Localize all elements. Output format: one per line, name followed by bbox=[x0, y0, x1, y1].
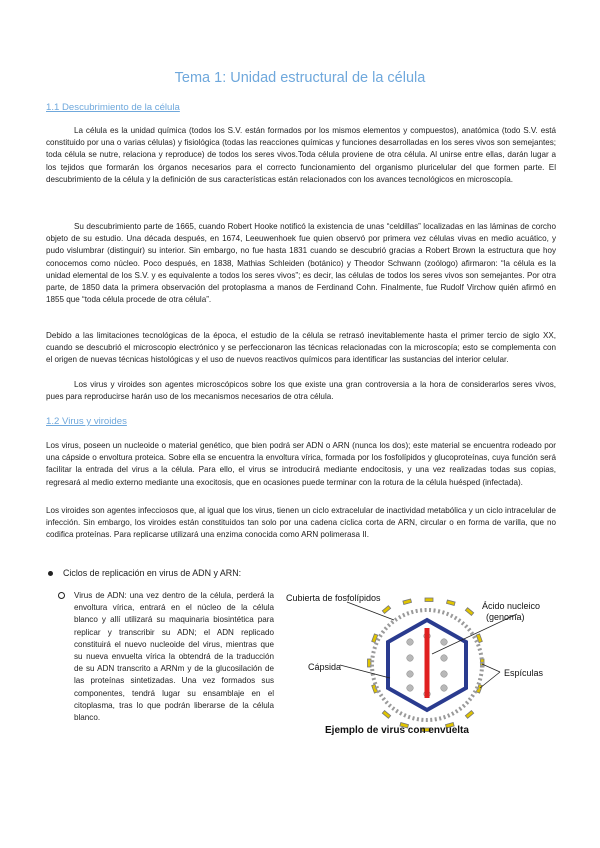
section-heading-descubrimiento: 1.1 Descubrimiento de la célula bbox=[46, 102, 180, 113]
paragraph-viroides: Los viroides son agentes infecciosos que, al igual que los virus, tienen un ciclo extracelular de inactividad metabólica y un ciclo intracelular de infección. Sin embargo, los viroides están constituidos tan solo por una cadena cíclica corta de ARN, circular o en forma de varilla, que no codifica proteínas. Para replicarse utilizará una enzima conocida como ARN polimerasa II. bbox=[46, 506, 556, 540]
spike-shape bbox=[382, 711, 390, 719]
paragraph-historia-descubrimiento: Su descubrimiento parte de 1665, cuando Robert Hooke notificó la existencia de unas “celdillas” localizadas en las láminas de corcho objeto de su estudio. Una década después, en 1674, Leeuwenhoek fue quien observó por primera vez células vivas en medio acuático, y pudo vislumbrar (distinguir) su interior. Sin embargo, no fue hasta 1831 cuando se descubrió gracias a Robert Brown la estructura que hoy conocemos como núcleo. Poco después, en 1838, Mathias Schleiden (botánico) y Theodor Schwann (zoólogo) afirmaron: “la célula es la unidad elemental de los S.V. y es equivalente a todos los seres vivos”; es decir, las células de todos los seres vivos son semejantes. Por otra parte, de 1850 data la primera observación del protoplasma a manos de Ferdinand Cohn. Finalmente, fue Rudolf Virchow quién afirmó en 1855 que “toda célula procede de otra célula”. bbox=[46, 222, 556, 305]
label-capsid: Cápsida bbox=[308, 662, 342, 672]
virus-diagram-svg bbox=[282, 588, 567, 738]
bullet-dot-icon bbox=[48, 571, 53, 576]
hollow-circle-bullet-icon bbox=[58, 592, 65, 599]
bullet-ciclos-replicacion bbox=[46, 568, 241, 578]
spike-shape bbox=[446, 600, 455, 605]
nucleic-acid-genome bbox=[425, 628, 430, 698]
label-spikes: Espículas bbox=[504, 668, 544, 678]
sub-bullet-marker bbox=[58, 589, 68, 599]
figure-caption: Ejemplo de virus con envuelta bbox=[325, 725, 469, 736]
label-nucleic-acid: Ácido nucleico bbox=[482, 601, 541, 611]
paragraph-virus: Los virus, poseen un nucleoide o material genético, que bien podrá ser ADN o ARN (nunca los dos); este material se encuentra rodeado por una cápside o envoltura proteica. Sobre ella se encuentra la envoltura vírica, formada por los fosfolípidos y glucoproteínas, cuya función será facilitar la entrada del virus a la célula. Para ello, el virus se introducirá mediante endocitosis, y una vez realizadas todas sus copias, regresará al medio externo mediante una exocitosis, que en ocasiones puede terminar con la rotura de la célula huésped (infectada). bbox=[46, 441, 556, 487]
spike-shape bbox=[465, 608, 473, 616]
spike-shape bbox=[382, 606, 390, 614]
paragraph-virus-viroides-intro: Los virus y viroides son agentes microscópicos sobre los que existe una gran controversia a la hora de considerarlos seres vivos, pues para reproducirse harán uso de los mecanismos necesarios de otra célula. bbox=[46, 380, 556, 402]
paragraph-virus-adn: Virus de ADN: una vez dentro de la célula, perderá la envoltura vírica, entrará en el núcleo de la célula blanco y allí utilizará su maquinaria biosintética para replicar y transcribir su ADN; el ADN replicado constituirá el nuevo nucleoide del virus, mientras que su nueva envuelta vírica la obtendrá de la traducción de su ADN transcrito a ARNm y de la glucosilación de las proteínas sintetizadas. Una vez formados sus componentes, tendrá lugar su ensamblaje en el citoplasma, tras lo que podrán liberarse de la célula blanco. bbox=[74, 591, 274, 723]
virus-diagram bbox=[282, 588, 567, 738]
spike-shape bbox=[425, 598, 433, 602]
section-heading-virus-viroides: 1.2 Virus y viroides bbox=[46, 416, 127, 427]
spike-shape bbox=[403, 599, 412, 604]
page-title: Tema 1: Unidad estructural de la célula bbox=[174, 70, 426, 86]
paragraph-limitaciones-tecnologicas: Debido a las limitaciones tecnológicas de la época, el estudio de la célula se retrasó inevitablemente hasta el primer tercio de siglo XX, cuando se descubrió el microscopio electrónico y se perfeccionaron las técnicas relacionadas con la microscopía; esto se complementa con el origen de nuevas técnicas histológicas y el uso de nuevos reactivos químicos para identificar las sustancias del interior celular. bbox=[46, 331, 556, 365]
spike-shape bbox=[465, 711, 473, 719]
paragraph-celula-definicion: La célula es la unidad química (todos los S.V. están formados por los mismos elementos y compuestos), anatómica (todo S.V. está constituido por una o varias células) y fisiológica (todas las reacciones químicas y funciones desarrolladas en los seres vivos son semejantes; toda célula se nutre, relaciona y reproduce) de todos los seres vivos.Toda célula proviene de otra célula. Al unirse entre ellas, darán lugar a los tejidos que formarán los órganos necesarios para el correcto funcionamiento del organismo pluricelular del que formen parte. El descubrimiento de la célula y la definición de sus características están relacionados con los avances tecnológicos en microscopía. bbox=[46, 126, 556, 184]
label-phospholipid-envelope: Cubierta de fosfolípidos bbox=[286, 593, 381, 603]
bullet-text: Ciclos de replicación en virus de ADN y ARN: bbox=[63, 568, 242, 578]
label-genome: (genoma) bbox=[486, 612, 525, 622]
